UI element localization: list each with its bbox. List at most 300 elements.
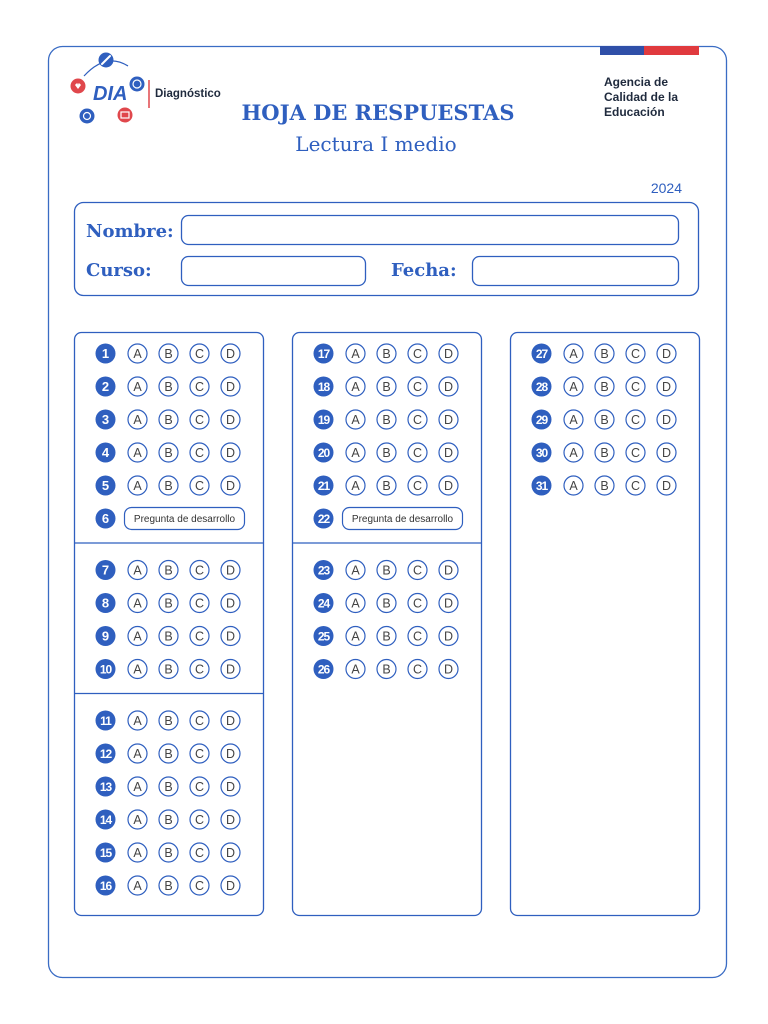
answer-option-letter: C [194, 412, 205, 427]
answer-option-letter: D [225, 445, 236, 460]
answer-bubble-c[interactable] [190, 377, 209, 396]
question-number: 25 [317, 629, 330, 644]
answer-option-letter: A [133, 779, 142, 794]
answer-bubble-b[interactable] [159, 876, 178, 895]
question-number: 18 [317, 380, 330, 395]
answer-option-letter: C [412, 629, 423, 644]
answer-option-letter: B [164, 346, 173, 361]
answer-option-letter: D [225, 662, 236, 677]
answer-bubble-d[interactable] [221, 711, 240, 730]
answer-bubble-c[interactable] [190, 344, 209, 363]
answer-bubble-c[interactable] [408, 627, 427, 646]
answer-bubble-c[interactable] [408, 660, 427, 679]
answer-option-letter: B [164, 662, 173, 677]
answer-option-letter: B [382, 412, 391, 427]
answer-bubble-d[interactable] [221, 561, 240, 580]
answer-option-letter: B [600, 478, 609, 493]
answer-bubble-d[interactable] [221, 443, 240, 462]
question-row [532, 443, 677, 463]
answer-option-letter: B [382, 563, 391, 578]
answer-bubble-b[interactable] [377, 594, 396, 613]
answer-grid [75, 333, 700, 916]
date-field[interactable] [473, 257, 679, 286]
answer-bubble-d[interactable] [657, 344, 676, 363]
answer-bubble-d[interactable] [439, 561, 458, 580]
answer-bubble-d[interactable] [657, 377, 676, 396]
answer-bubble-b[interactable] [595, 476, 614, 495]
answer-bubble-d[interactable] [221, 810, 240, 829]
answer-bubble-b[interactable] [595, 377, 614, 396]
answer-bubble-c[interactable] [190, 660, 209, 679]
question-row [314, 377, 459, 397]
answer-bubble-c[interactable] [190, 744, 209, 763]
answer-bubble-c[interactable] [626, 443, 645, 462]
date-label: Fecha: [391, 260, 457, 281]
answer-bubble-d[interactable] [221, 627, 240, 646]
answer-option-letter: D [225, 878, 236, 893]
question-row [314, 508, 463, 530]
question-number: 5 [101, 478, 110, 494]
question-row [96, 810, 241, 830]
answer-option-letter: C [630, 412, 641, 427]
answer-bubble-b[interactable] [595, 443, 614, 462]
answer-option-letter: A [351, 445, 360, 460]
answer-bubble-b[interactable] [377, 660, 396, 679]
answer-bubble-d[interactable] [439, 660, 458, 679]
answer-option-letter: C [412, 412, 423, 427]
answer-bubble-b[interactable] [159, 627, 178, 646]
answer-option-letter: C [412, 379, 423, 394]
answer-bubble-a[interactable] [346, 377, 365, 396]
answer-option-letter: B [164, 379, 173, 394]
answer-bubble-a[interactable] [346, 594, 365, 613]
answer-bubble-c[interactable] [408, 476, 427, 495]
answer-bubble-a[interactable] [128, 843, 147, 862]
answer-option-letter: A [351, 563, 360, 578]
answer-option-letter: A [133, 563, 142, 578]
answer-option-letter: A [133, 845, 142, 860]
question-row [96, 843, 241, 863]
question-number: 8 [101, 595, 110, 611]
question-row [96, 560, 241, 580]
question-number: 7 [101, 562, 110, 578]
question-row [314, 476, 459, 496]
question-number: 29 [535, 413, 548, 428]
answer-bubble-a[interactable] [128, 627, 147, 646]
question-row [532, 476, 677, 496]
answer-bubble-d[interactable] [221, 476, 240, 495]
answer-option-letter: D [661, 445, 672, 460]
answer-bubble-d[interactable] [439, 627, 458, 646]
dia-logo [71, 53, 221, 124]
answer-bubble-a[interactable] [128, 377, 147, 396]
answer-bubble-b[interactable] [377, 344, 396, 363]
answer-bubble-a[interactable] [128, 594, 147, 613]
answer-option-letter: B [600, 346, 609, 361]
answer-option-letter: C [194, 629, 205, 644]
answer-bubble-d[interactable] [221, 410, 240, 429]
answer-option-letter: B [164, 596, 173, 611]
answer-bubble-b[interactable] [159, 744, 178, 763]
answer-option-letter: A [133, 713, 142, 728]
answer-option-letter: A [569, 445, 578, 460]
answer-bubble-c[interactable] [190, 627, 209, 646]
answer-option-letter: D [661, 478, 672, 493]
answer-option-letter: C [194, 445, 205, 460]
question-number: 12 [99, 747, 112, 762]
answer-option-letter: B [164, 412, 173, 427]
answer-option-letter: B [164, 779, 173, 794]
answer-option-letter: D [443, 629, 454, 644]
answer-option-letter: B [600, 412, 609, 427]
answer-bubble-c[interactable] [408, 344, 427, 363]
answer-option-letter: D [225, 845, 236, 860]
answer-bubble-a[interactable] [346, 410, 365, 429]
logo-subtitle: Diagnóstico [155, 88, 221, 100]
agency-name [604, 75, 678, 119]
answer-option-letter: A [351, 379, 360, 394]
answer-option-letter: D [443, 478, 454, 493]
answer-column [75, 333, 264, 916]
answer-bubble-c[interactable] [190, 594, 209, 613]
answer-bubble-d[interactable] [221, 876, 240, 895]
answer-option-letter: A [133, 596, 142, 611]
question-number: 27 [535, 347, 548, 362]
answer-option-letter: D [225, 412, 236, 427]
question-row [96, 744, 241, 764]
answer-option-letter: A [133, 812, 142, 827]
answer-bubble-c[interactable] [626, 344, 645, 363]
answer-option-letter: C [412, 563, 423, 578]
answer-bubble-b[interactable] [159, 810, 178, 829]
answer-bubble-b[interactable] [377, 476, 396, 495]
answer-column [293, 333, 482, 916]
question-number: 19 [317, 413, 330, 428]
answer-bubble-c[interactable] [190, 561, 209, 580]
answer-option-letter: D [225, 346, 236, 361]
answer-option-letter: D [443, 379, 454, 394]
answer-bubble-a[interactable] [128, 344, 147, 363]
answer-bubble-d[interactable] [221, 344, 240, 363]
answer-bubble-b[interactable] [377, 377, 396, 396]
answer-option-letter: C [630, 445, 641, 460]
answer-option-letter: A [133, 662, 142, 677]
answer-option-letter: C [412, 662, 423, 677]
answer-bubble-a[interactable] [346, 660, 365, 679]
answer-bubble-a[interactable] [128, 476, 147, 495]
answer-option-letter: A [569, 379, 578, 394]
answer-bubble-d[interactable] [221, 777, 240, 796]
answer-bubble-d[interactable] [657, 476, 676, 495]
answer-bubble-d[interactable] [221, 660, 240, 679]
answer-bubble-b[interactable] [159, 377, 178, 396]
agency-line-2: Calidad de la [604, 90, 679, 104]
answer-option-letter: B [164, 629, 173, 644]
answer-option-letter: D [661, 379, 672, 394]
answer-bubble-a[interactable] [128, 660, 147, 679]
question-number: 22 [317, 512, 330, 527]
question-row [96, 443, 241, 463]
answer-bubble-b[interactable] [595, 344, 614, 363]
question-row [96, 476, 241, 496]
answer-option-letter: D [225, 746, 236, 761]
answer-option-letter: A [133, 445, 142, 460]
answer-option-letter: C [194, 845, 205, 860]
question-row [96, 344, 241, 364]
answer-option-letter: D [225, 779, 236, 794]
answer-bubble-a[interactable] [128, 711, 147, 730]
answer-bubble-b[interactable] [595, 410, 614, 429]
answer-bubble-c[interactable] [408, 561, 427, 580]
question-number: 28 [535, 380, 548, 395]
answer-option-letter: A [133, 629, 142, 644]
answer-option-letter: B [382, 478, 391, 493]
answer-bubble-c[interactable] [190, 876, 209, 895]
question-number: 2 [101, 379, 110, 395]
answer-bubble-b[interactable] [377, 561, 396, 580]
answer-option-letter: C [194, 812, 205, 827]
question-row [314, 410, 459, 430]
answer-bubble-d[interactable] [221, 744, 240, 763]
answer-option-letter: C [412, 445, 423, 460]
answer-option-letter: C [194, 478, 205, 493]
answer-bubble-a[interactable] [128, 810, 147, 829]
answer-option-letter: B [164, 478, 173, 493]
question-row [96, 410, 241, 430]
name-field[interactable] [182, 216, 679, 245]
answer-option-letter: C [412, 346, 423, 361]
answer-bubble-a[interactable] [564, 344, 583, 363]
question-row [532, 377, 677, 397]
answer-option-letter: B [382, 346, 391, 361]
answer-option-letter: C [412, 478, 423, 493]
answer-option-letter: A [133, 412, 142, 427]
answer-bubble-a[interactable] [564, 476, 583, 495]
answer-bubble-d[interactable] [439, 476, 458, 495]
answer-bubble-d[interactable] [221, 843, 240, 862]
answer-bubble-a[interactable] [346, 443, 365, 462]
answer-bubble-b[interactable] [159, 476, 178, 495]
answer-option-letter: B [164, 812, 173, 827]
question-row [96, 876, 241, 896]
logo-globe-icon [130, 77, 145, 92]
answer-bubble-a[interactable] [346, 344, 365, 363]
question-number: 15 [99, 846, 112, 861]
answer-option-letter: C [194, 379, 205, 394]
answer-option-letter: A [569, 346, 578, 361]
answer-bubble-c[interactable] [190, 711, 209, 730]
answer-bubble-d[interactable] [221, 594, 240, 613]
answer-bubble-b[interactable] [159, 561, 178, 580]
answer-bubble-c[interactable] [408, 410, 427, 429]
answer-bubble-d[interactable] [439, 594, 458, 613]
answer-option-letter: B [164, 845, 173, 860]
answer-bubble-b[interactable] [377, 443, 396, 462]
answer-bubble-b[interactable] [159, 443, 178, 462]
answer-bubble-c[interactable] [190, 810, 209, 829]
question-number: 13 [99, 780, 112, 795]
answer-bubble-c[interactable] [190, 777, 209, 796]
answer-option-letter: B [600, 445, 609, 460]
question-number: 24 [317, 596, 330, 611]
question-row [96, 508, 245, 530]
answer-option-letter: D [225, 713, 236, 728]
question-row [314, 659, 459, 679]
answer-bubble-a[interactable] [128, 777, 147, 796]
answer-option-letter: B [382, 662, 391, 677]
answer-option-letter: D [661, 412, 672, 427]
answer-bubble-d[interactable] [439, 344, 458, 363]
question-row [96, 777, 241, 797]
name-label: Nombre: [86, 221, 174, 242]
answer-option-letter: D [443, 662, 454, 677]
answer-option-letter: D [443, 346, 454, 361]
answer-bubble-a[interactable] [564, 410, 583, 429]
question-row [532, 410, 677, 430]
answer-option-letter: B [382, 379, 391, 394]
question-number: 9 [101, 628, 110, 644]
answer-bubble-a[interactable] [128, 876, 147, 895]
answer-bubble-c[interactable] [190, 476, 209, 495]
flag-bar [600, 46, 699, 55]
answer-bubble-a[interactable] [128, 443, 147, 462]
answer-bubble-a[interactable] [346, 627, 365, 646]
answer-bubble-c[interactable] [408, 443, 427, 462]
answer-option-letter: A [351, 478, 360, 493]
answer-option-letter: D [443, 596, 454, 611]
answer-bubble-c[interactable] [190, 443, 209, 462]
answer-bubble-b[interactable] [159, 711, 178, 730]
answer-option-letter: C [194, 662, 205, 677]
agency-line-1: Agencia de [604, 75, 669, 89]
answer-option-letter: D [443, 412, 454, 427]
logo-target-icon [80, 109, 95, 124]
answer-option-letter: B [164, 563, 173, 578]
answer-option-letter: B [382, 629, 391, 644]
answer-option-letter: A [569, 478, 578, 493]
open-question-label: Pregunta de desarrollo [351, 514, 454, 526]
logo-book-icon [118, 108, 133, 123]
answer-bubble-d[interactable] [657, 443, 676, 462]
answer-bubble-a[interactable] [128, 410, 147, 429]
answer-bubble-c[interactable] [626, 410, 645, 429]
answer-bubble-a[interactable] [128, 561, 147, 580]
question-number: 31 [535, 479, 548, 494]
answer-option-letter: A [351, 662, 360, 677]
answer-option-letter: D [225, 629, 236, 644]
answer-bubble-c[interactable] [626, 476, 645, 495]
open-question-box[interactable] [343, 508, 463, 530]
answer-bubble-c[interactable] [408, 377, 427, 396]
question-number: 21 [317, 479, 330, 494]
answer-option-letter: D [225, 596, 236, 611]
answer-option-letter: B [164, 878, 173, 893]
question-row [532, 344, 677, 364]
answer-bubble-b[interactable] [159, 843, 178, 862]
answer-option-letter: B [164, 713, 173, 728]
question-number: 6 [101, 511, 110, 527]
answer-option-letter: C [194, 779, 205, 794]
question-row [96, 659, 241, 679]
answer-bubble-b[interactable] [377, 410, 396, 429]
answer-bubble-c[interactable] [408, 594, 427, 613]
answer-option-letter: A [351, 346, 360, 361]
answer-option-letter: C [194, 346, 205, 361]
answer-option-letter: D [661, 346, 672, 361]
question-row [314, 344, 459, 364]
question-row [96, 377, 241, 397]
answer-bubble-d[interactable] [439, 443, 458, 462]
question-number: 10 [99, 662, 112, 677]
answer-option-letter: C [630, 379, 641, 394]
course-field[interactable] [182, 257, 366, 286]
answer-option-letter: D [443, 563, 454, 578]
answer-option-letter: A [351, 629, 360, 644]
year-label: 2024 [650, 180, 682, 196]
answer-bubble-a[interactable] [346, 561, 365, 580]
question-number: 20 [317, 446, 330, 461]
answer-bubble-c[interactable] [190, 410, 209, 429]
question-number: 1 [101, 346, 110, 362]
question-row [314, 593, 459, 613]
answer-option-letter: A [133, 346, 142, 361]
open-question-box[interactable] [125, 508, 245, 530]
answer-option-letter: B [382, 596, 391, 611]
answer-bubble-a[interactable] [564, 443, 583, 462]
answer-bubble-d[interactable] [657, 410, 676, 429]
answer-column [511, 333, 700, 916]
answer-bubble-a[interactable] [564, 377, 583, 396]
question-number: 11 [100, 714, 111, 729]
answer-bubble-c[interactable] [190, 843, 209, 862]
answer-option-letter: B [382, 445, 391, 460]
answer-option-letter: C [194, 596, 205, 611]
question-number: 17 [317, 347, 330, 362]
answer-bubble-d[interactable] [221, 377, 240, 396]
answer-bubble-b[interactable] [159, 344, 178, 363]
answer-option-letter: A [133, 478, 142, 493]
question-row [96, 593, 241, 613]
answer-bubble-a[interactable] [128, 744, 147, 763]
answer-bubble-d[interactable] [439, 410, 458, 429]
answer-bubble-b[interactable] [377, 627, 396, 646]
answer-option-letter: B [164, 746, 173, 761]
answer-bubble-b[interactable] [159, 777, 178, 796]
answer-option-letter: D [225, 478, 236, 493]
answer-bubble-a[interactable] [346, 476, 365, 495]
answer-option-letter: A [351, 596, 360, 611]
answer-option-letter: D [443, 445, 454, 460]
answer-bubble-b[interactable] [159, 410, 178, 429]
question-number: 26 [317, 662, 330, 677]
answer-option-letter: C [630, 346, 641, 361]
answer-bubble-b[interactable] [159, 660, 178, 679]
student-info-form [75, 203, 699, 296]
answer-bubble-c[interactable] [626, 377, 645, 396]
answer-option-letter: A [133, 379, 142, 394]
question-number: 30 [535, 446, 548, 461]
answer-option-letter: B [164, 445, 173, 460]
answer-option-letter: C [412, 596, 423, 611]
answer-option-letter: B [600, 379, 609, 394]
answer-option-letter: D [225, 812, 236, 827]
answer-option-letter: A [133, 746, 142, 761]
page-title: HOJA DE RESPUESTAS [241, 100, 515, 125]
answer-bubble-d[interactable] [439, 377, 458, 396]
question-number: 16 [99, 879, 112, 894]
answer-bubble-b[interactable] [159, 594, 178, 613]
answer-option-letter: C [194, 878, 205, 893]
